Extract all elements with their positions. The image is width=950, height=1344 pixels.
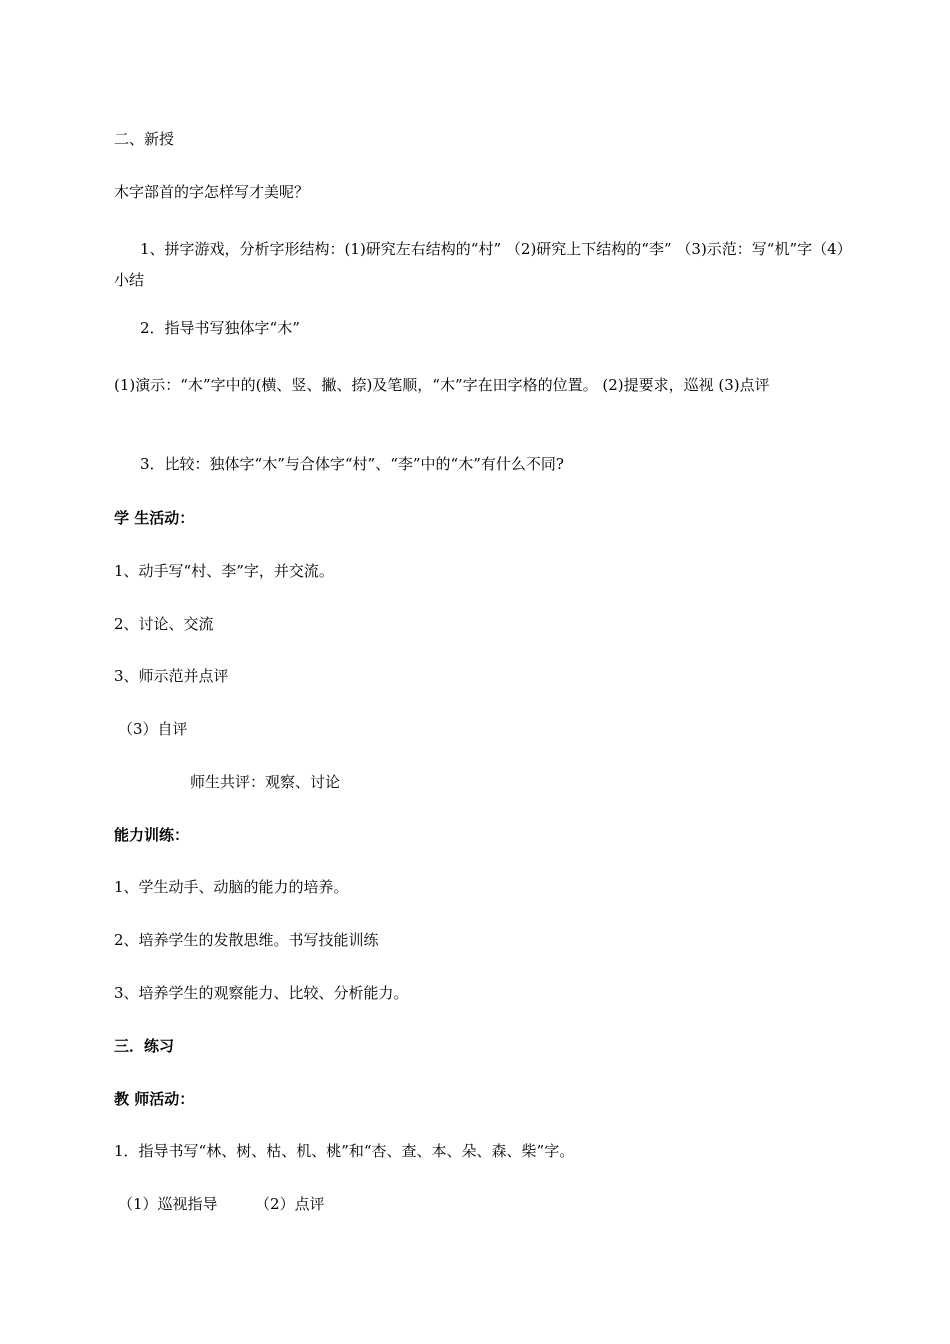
ability-training-item-1: 1、学生动手、动脑的能力的培养。 — [114, 878, 349, 896]
step-3-paragraph: 3．比较：独体字“木”与合体字“村”、“李”中的“木”有什么不同? — [140, 455, 564, 473]
student-activity-item-4: （3）自评 — [118, 720, 188, 738]
section-heading-new-lesson: 二、新授 — [114, 130, 175, 148]
section-heading-practice: 三．练习 — [114, 1037, 175, 1055]
teacher-activity-item-2: （1）巡视指导 （2）点评 — [118, 1195, 325, 1213]
ability-training-item-2: 2、培养学生的发散思维。书写技能训练 — [114, 931, 379, 949]
student-activity-item-5: 师生共评：观察、讨论 — [190, 773, 341, 791]
teacher-activity-heading: 教 师活动： — [114, 1090, 195, 1108]
step-2-detail-paragraph: (1)演示：“木”字中的(横、竖、撇、捺)及笔顺，“木”字在田字格的位置。 (2)提要求，巡视 (3)点评 — [114, 376, 770, 394]
step-1-paragraph: 1、拼字游戏，分析字形结构：(1)研究左右结构的“村” （2)研究上下结构的“李” （3)示范：写“机”字（4）小结 — [114, 240, 852, 289]
student-activity-item-1: 1、动手写“村、李”字，并交流。 — [114, 562, 334, 580]
student-activity-item-3: 3、师示范并点评 — [114, 667, 229, 685]
student-activity-item-2: 2、讨论、交流 — [114, 615, 214, 633]
ability-training-item-3: 3、培养学生的观察能力、比较、分析能力。 — [114, 984, 409, 1002]
lesson-question: 木字部首的字怎样写才美呢？ — [114, 183, 310, 201]
step-2-paragraph: 2．指导书写独体字“木” — [140, 319, 300, 337]
student-activity-heading: 学 生活动： — [114, 509, 195, 527]
ability-training-heading: 能力训练： — [114, 826, 190, 844]
teacher-activity-item-1: 1．指导书写“林、树、枯、机、桃”和“杏、查、本、朵、森、柴”字。 — [114, 1142, 575, 1160]
